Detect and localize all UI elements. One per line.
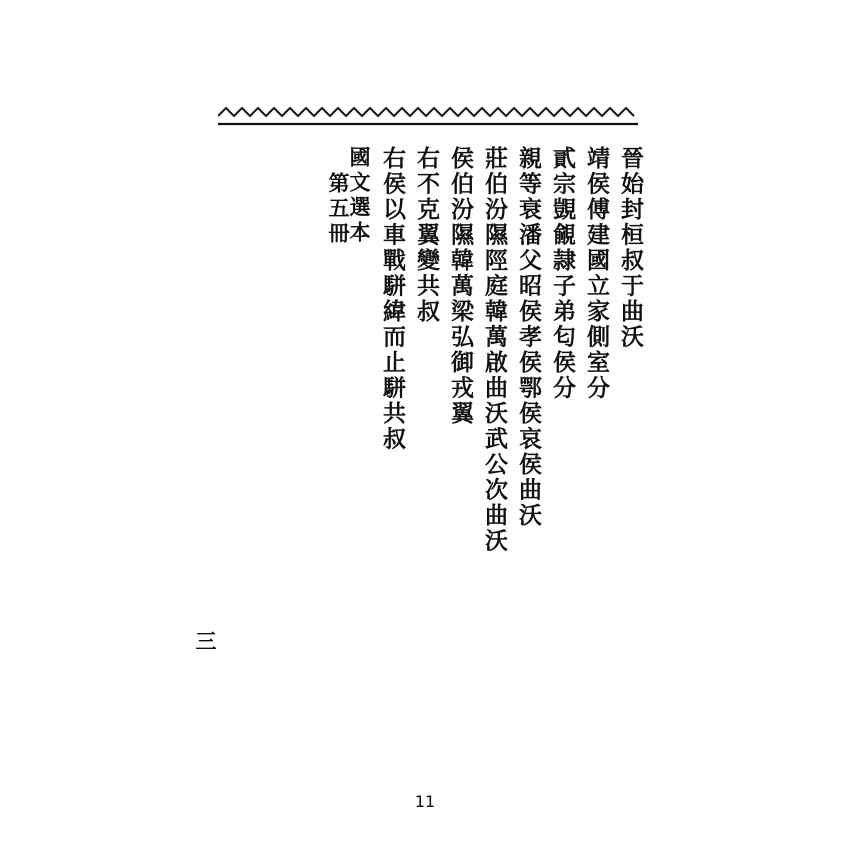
book-title-column <box>328 146 370 666</box>
text-column-6 <box>438 146 472 427</box>
vertical-text-block <box>196 146 642 786</box>
text-column-4 <box>506 146 540 529</box>
page-number: 11 <box>414 792 436 811</box>
column-4-main-text: 親等衰潘父昭侯孝侯鄂侯哀侯曲沃 <box>515 146 542 529</box>
column-2-main-text: 靖侯傅建國立家側室分 <box>583 146 610 401</box>
folio-number-chinese: 三 <box>193 630 218 651</box>
volume-label: 第五冊 <box>326 172 351 247</box>
column-7-main-text: 右不克翼變共叔 <box>413 146 440 325</box>
column-1-main-text: 晉始封桓叔于曲沃 <box>617 146 644 350</box>
text-column-3 <box>540 146 574 401</box>
book-title: 國文選本 <box>347 146 372 246</box>
wavy-rule-ornament <box>218 104 638 130</box>
column-8-main-text: 右侯以車戰駢緯而止駢共叔 <box>379 146 406 452</box>
column-6-main-text: 侯伯汾隰韓萬梁弘御戎翼 <box>447 146 474 427</box>
text-column-5 <box>472 146 506 554</box>
text-column-7 <box>404 146 438 325</box>
column-5-main-text: 莊伯汾隰陘庭韓萬啟曲沃武公次曲沃 <box>481 146 508 554</box>
text-column-8 <box>370 146 404 452</box>
text-column-1 <box>608 146 642 350</box>
text-column-2 <box>574 146 608 401</box>
column-3-main-text: 貳宗覬覦隷子弟匂侯分 <box>549 146 576 401</box>
